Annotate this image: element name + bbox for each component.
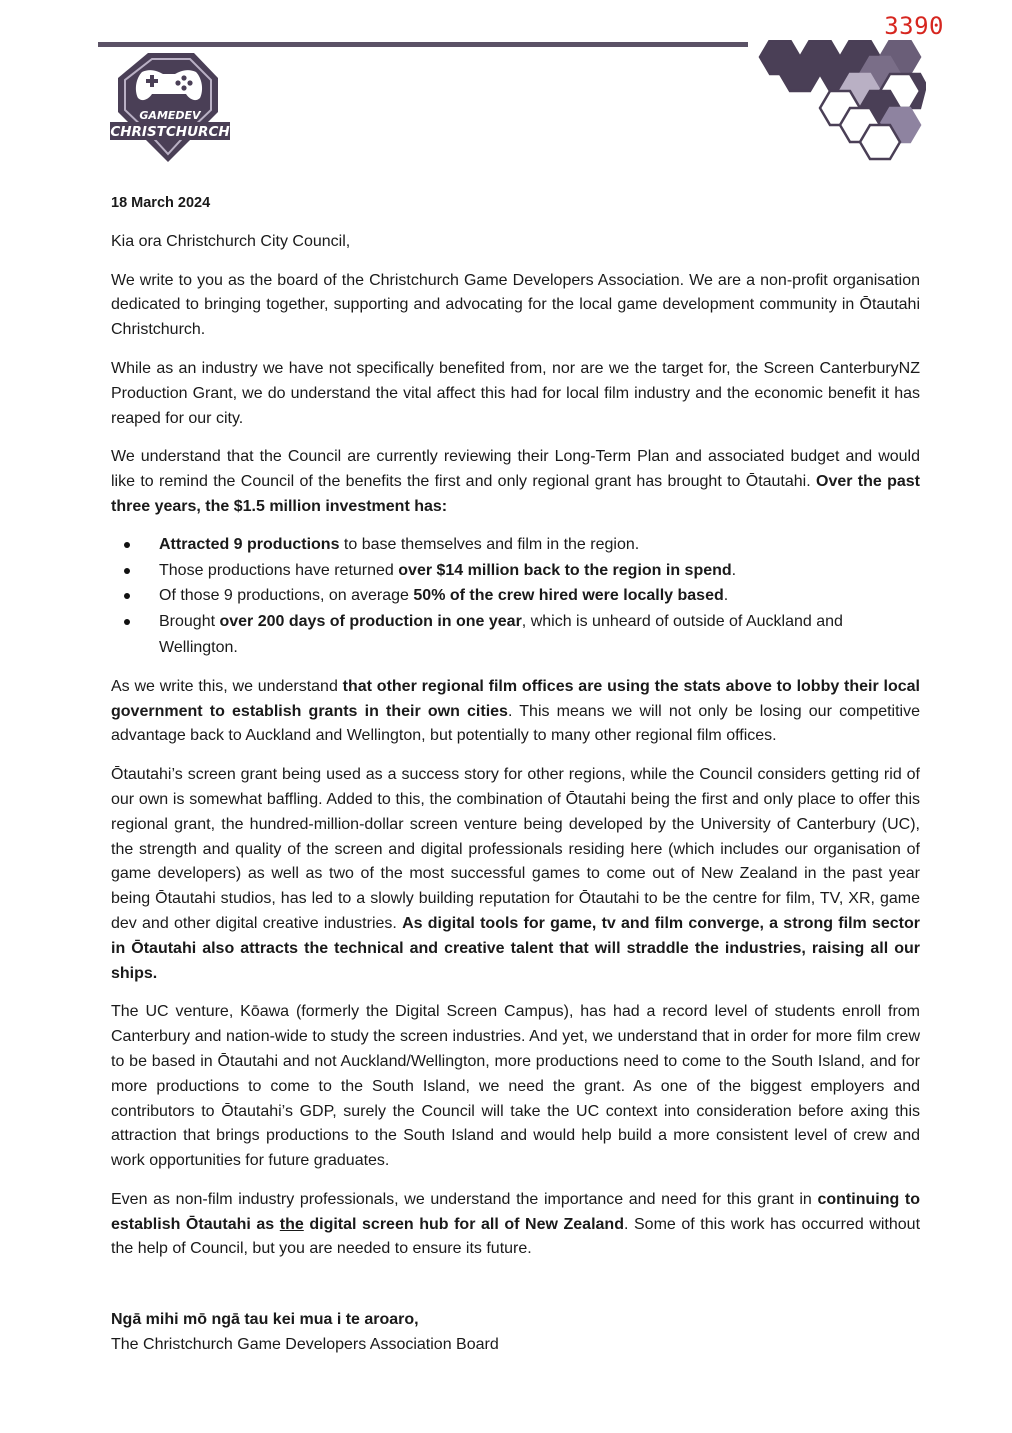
paragraph-success-story: Ōtautahi’s screen grant being used as a success story for other regions, while the Council considers getting rid of our own is somewhat baffling. Added to this, the combination of Ōtautahi being the first and only place to offer this regional grant, the hundred-million-dollar screen venture being developed by the University of Canterbury (UC), the strength and quality of the screen and digital professionals residing here (which includes our organisation of game developers) as well as two of the most successful games to come out of New Zealand in the past year being Ōtautahi studios, has led to a slowly building reputation for Ōtautahi to be the centre for film, TV, XR, game dev and other digital creative industries. As digital tools for game, tv and film converge, a strong film sector in Ōtautahi also attracts the technical and creative talent that will straddle the industries, raising all our ships. xyxy=(111,766,920,982)
list-item: Attracted 9 productions to base themselves and film in the region. xyxy=(111,532,920,558)
paragraph-importance: Even as non-film industry professionals, we understand the importance and need for this grant in continuing to establish Ōtautahi as the digital screen hub for all of New Zealand. Some of this work has occurred without the help of Council, but you are needed to ensure its future. xyxy=(111,1190,921,1258)
paragraph-ltp: We understand that the Council are currently reviewing their Long-Term Plan and associated budget and would like to remind the Council of the benefits the first and only regional grant has brought to Ōtautahi. Over the past three years, the $1.5 million investment has: xyxy=(111,448,921,515)
paragraph-intro: We write to you as the board of the Christchurch Game Developers Association. We are a non-profit organisation dedicated to bringing together, supporting and advocating for the local game development community in Ōtautahi Christchurch. xyxy=(111,271,920,339)
logo-line-1: GAMEDEV xyxy=(139,109,201,122)
logo-line-2: CHRISTCHURCH xyxy=(110,124,230,140)
list-item: Of those 9 productions, on average 50% of the crew hired were locally based. xyxy=(111,583,920,609)
list-item: Those productions have returned over $14 million back to the region in spend. xyxy=(111,558,920,584)
paragraph-grant-context: While as an industry we have not specifically benefited from, nor are we the target for, the Screen CanterburyNZ Production Grant, we do understand the vital affect this had for local film industry and the economic benefit it has reaped for our city. xyxy=(111,359,920,427)
greeting: Kia ora Christchurch City Council, xyxy=(111,232,351,250)
signoff: Ngā mihi mō ngā tau kei mua i te aroaro, xyxy=(111,1311,419,1329)
paragraph-uc-venture: The UC venture, Kōawa (formerly the Digital Screen Campus), has had a record level of students enroll from Canterbury and nation-wide to study the screen industries. And yet, we understand that in order for more film crew to be based in Ōtautahi and not Auckland/Wellington, more productions need to come to the South Island, and for more productions to come to the South Island, we need the grant. As one of the biggest employers and contributors to Ōtautahi’s GDP, surely the Council will take the UC context into consideration before axing this attraction that brings productions to the South Island and would help build a more consistent level of crew and work opportunities for future graduates. xyxy=(111,1003,920,1170)
list-item: Brought over 200 days of production in one year, which is unheard of outside of Auckland and Wellington. xyxy=(111,609,920,661)
stats-list xyxy=(111,532,920,661)
header-rule xyxy=(98,42,748,47)
hexagon-pattern-icon xyxy=(744,40,926,166)
gamedev-christchurch-logo xyxy=(108,50,232,162)
page-number: 3390 xyxy=(884,12,944,40)
letter-date: 18 March 2024 xyxy=(111,195,211,211)
letter-body xyxy=(111,191,920,1372)
signature: The Christchurch Game Developers Association Board xyxy=(111,1336,499,1354)
paragraph-other-regions: As we write this, we understand that other regional film offices are using the stats above to lobby their local government to establish grants in their own cities. This means we will not only be losing our competitive advantage back to Auckland and Wellington, but potentially to many other regional film offices. xyxy=(111,677,921,745)
